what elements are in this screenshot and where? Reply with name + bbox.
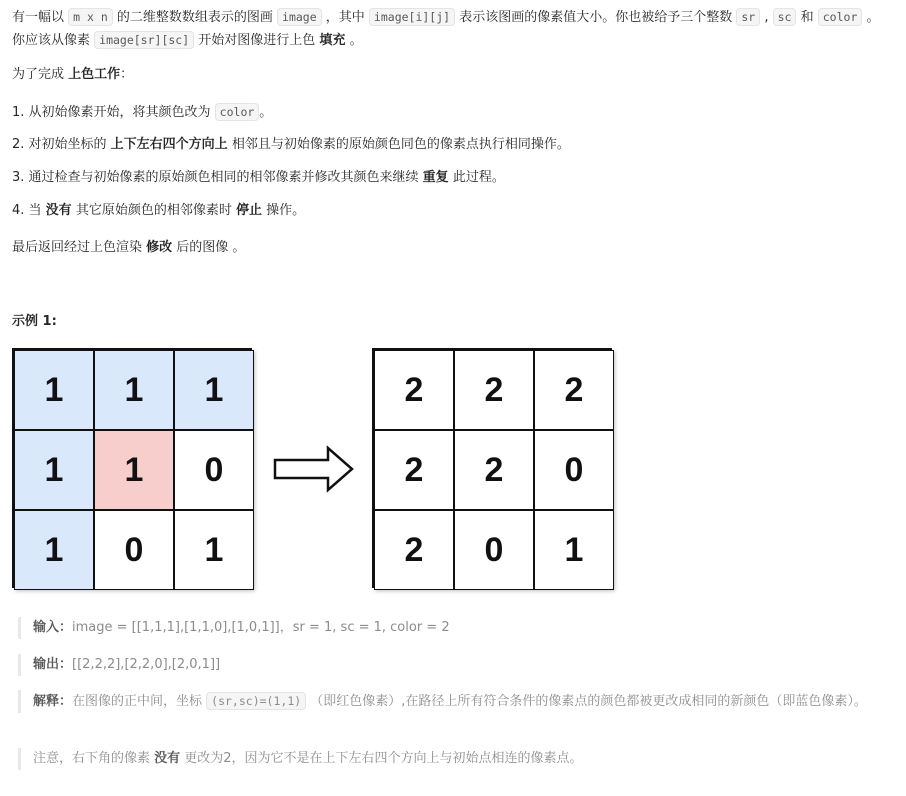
work-text: ： bbox=[120, 67, 134, 82]
grid-cell: 2 bbox=[454, 430, 534, 510]
bold-none: 没有 bbox=[154, 751, 181, 766]
input-label: 输入： bbox=[33, 620, 73, 635]
output-value: [[2,2,2],[2,2,0],[2,0,1]] bbox=[72, 657, 221, 672]
intro-text: 开始对图像进行上色 bbox=[194, 33, 320, 48]
step-1 bbox=[12, 101, 272, 124]
bold-coloring-work: 上色工作 bbox=[68, 67, 121, 82]
bold-modify: 修改 bbox=[146, 240, 173, 255]
intro-text: 表示该图画的像素值大小。你也被给予三个整数 bbox=[455, 10, 737, 25]
output-label: 输出： bbox=[33, 657, 73, 672]
step-text: 此过程。 bbox=[448, 170, 505, 185]
explanation-text: 在图像的正中间，坐标 bbox=[72, 694, 207, 709]
code-sr: sr bbox=[736, 8, 760, 26]
input-value: image = [[1,1,1],[1,1,0],[1,0,1]]，sr = 1, sc = 1, color = 2 bbox=[72, 620, 450, 635]
step-text: 3. 通过检查与初始像素的原始颜色相同的相邻像素并修改其颜色来继续 bbox=[12, 170, 423, 185]
bold-none: 没有 bbox=[45, 203, 72, 218]
example-output bbox=[18, 654, 905, 676]
step-3 bbox=[12, 167, 505, 189]
step-text: 4. 当 bbox=[12, 203, 46, 218]
step-text: 。 bbox=[259, 105, 273, 120]
bold-fill: 填充 bbox=[319, 33, 346, 48]
final-text: 后的图像 。 bbox=[172, 240, 246, 255]
intro-text: 的二维整数数组表示的图画 bbox=[112, 10, 278, 25]
bold-stop: 停止 bbox=[235, 203, 262, 218]
note-text: 更改为2，因为它不是在上下左右四个方向上与初始点相连的像素点。 bbox=[180, 751, 583, 766]
right-arrow-icon bbox=[272, 445, 356, 493]
grid-cell: 2 bbox=[374, 350, 454, 430]
grid-cell: 1 bbox=[174, 350, 254, 430]
image-grid-after bbox=[372, 348, 612, 588]
intro-text: 。 bbox=[345, 33, 363, 48]
code-image-sr-sc: image[sr][sc] bbox=[94, 31, 194, 49]
example-title: 示例 1: bbox=[12, 314, 57, 329]
bold-four-directions: 上下左右四个方向上 bbox=[110, 137, 228, 152]
final-paragraph bbox=[12, 237, 245, 259]
grid-cell: 1 bbox=[14, 350, 94, 430]
grid-cell: 0 bbox=[94, 510, 174, 590]
intro-text: , bbox=[760, 10, 773, 25]
grid-cell: 0 bbox=[174, 430, 254, 510]
grid-cell: 1 bbox=[14, 430, 94, 510]
code-sc: sc bbox=[773, 8, 797, 26]
code-sr-sc: (sr,sc)=(1,1) bbox=[206, 692, 306, 710]
grid-cell: 2 bbox=[374, 510, 454, 590]
step-text: 2. 对初始坐标的 bbox=[12, 137, 111, 152]
intro-text: 有一幅以 bbox=[12, 10, 69, 25]
example-note bbox=[18, 748, 905, 770]
grid-cell: 1 bbox=[14, 510, 94, 590]
work-heading bbox=[12, 64, 133, 86]
step-text: 相邻且与初始像素的原始颜色同色的像素点执行相同操作。 bbox=[227, 137, 570, 152]
example-explanation bbox=[18, 690, 905, 713]
code-image: image bbox=[277, 8, 322, 26]
final-text: 最后返回经过上色渲染 bbox=[12, 240, 147, 255]
grid-cell: 2 bbox=[534, 350, 614, 430]
grid-cell: 1 bbox=[174, 510, 254, 590]
code-color: color bbox=[215, 103, 260, 121]
step-2 bbox=[12, 134, 570, 156]
grid-cell: 0 bbox=[534, 430, 614, 510]
grid-cell-start: 1 bbox=[94, 430, 174, 510]
bold-repeat: 重复 bbox=[422, 170, 449, 185]
grid-cell: 1 bbox=[534, 510, 614, 590]
note-text: 注意，右下角的像素 bbox=[33, 751, 155, 766]
intro-text: 。你应该从像素 bbox=[12, 10, 880, 48]
step-4 bbox=[12, 200, 305, 222]
explanation-label: 解释： bbox=[33, 694, 73, 709]
grid-cell: 0 bbox=[454, 510, 534, 590]
intro-text: 和 bbox=[796, 10, 818, 25]
step-text: 操作。 bbox=[261, 203, 306, 218]
image-grid-before bbox=[12, 348, 252, 588]
code-m-x-n: m x n bbox=[68, 8, 113, 26]
grid-cell: 1 bbox=[94, 350, 174, 430]
code-color: color bbox=[818, 8, 863, 26]
work-text: 为了完成 bbox=[12, 67, 69, 82]
code-image-ij: image[i][j] bbox=[369, 8, 455, 26]
example-input bbox=[18, 617, 905, 639]
explanation-text: （即红色像素）,在路径上所有符合条件的像素点的颜色都被更改成相同的新颜色（即蓝色像素）。 bbox=[306, 694, 867, 709]
intro-text: ，其中 bbox=[321, 10, 369, 25]
intro-paragraph bbox=[12, 6, 892, 52]
grid-cell: 2 bbox=[374, 430, 454, 510]
step-text: 1. 从初始像素开始，将其颜色改为 bbox=[12, 105, 215, 120]
grid-cell: 2 bbox=[454, 350, 534, 430]
step-text: 其它原始颜色的相邻像素时 bbox=[71, 203, 236, 218]
